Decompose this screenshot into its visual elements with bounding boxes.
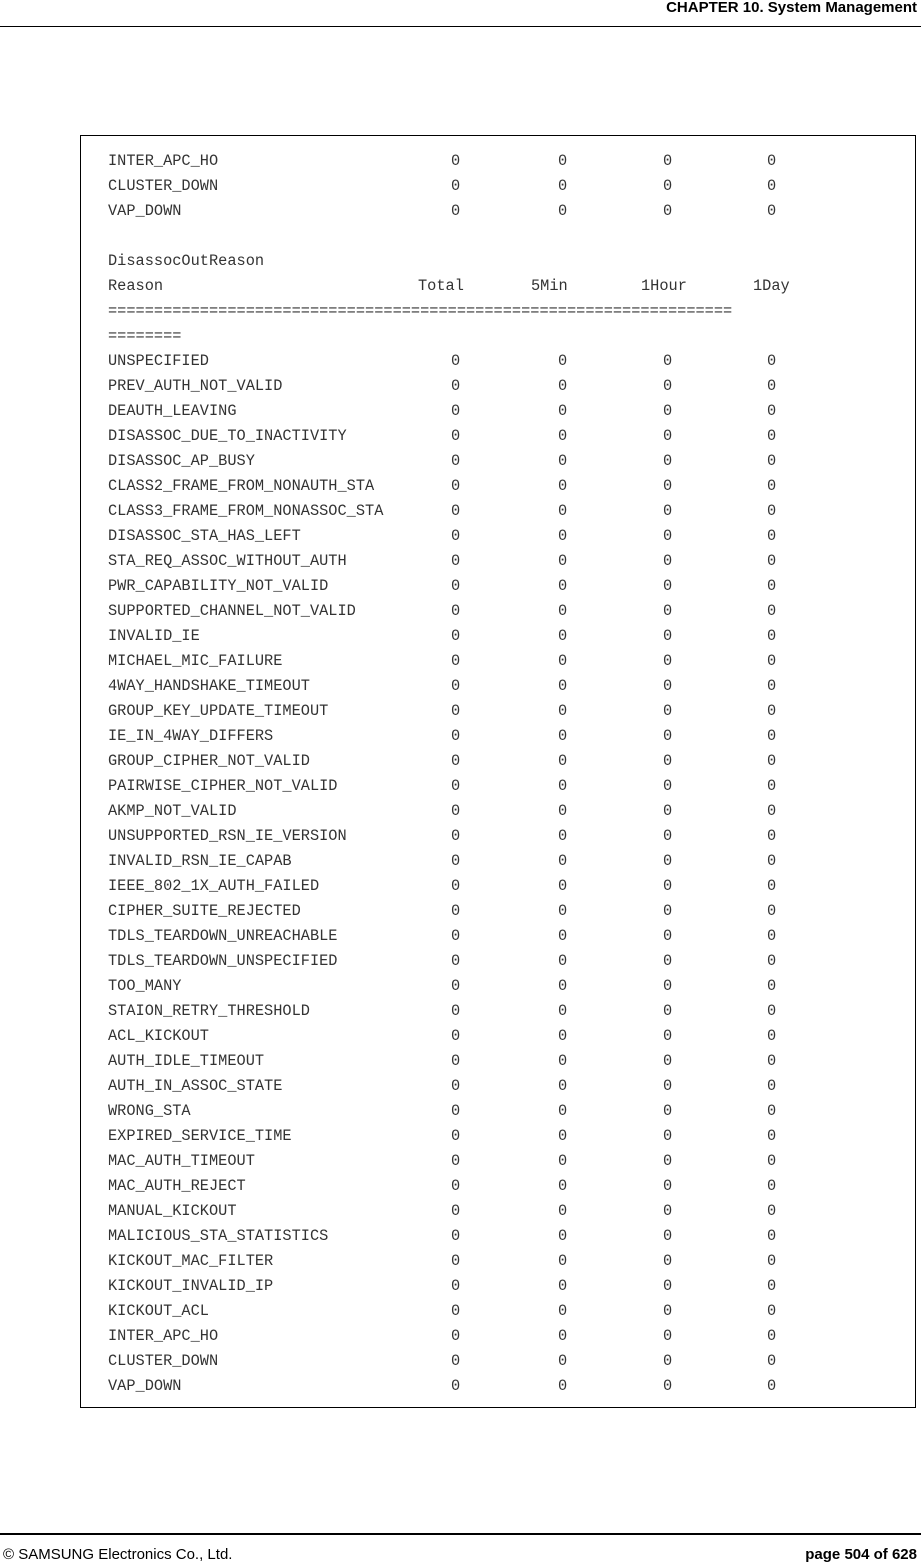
row-reason: DISASSOC_STA_HAS_LEFT (108, 527, 301, 545)
table-row (108, 499, 908, 524)
row-5min: 0 (558, 452, 568, 470)
row-1day: 0 (767, 627, 777, 645)
row-5min: 0 (558, 827, 568, 845)
row-5min: 0 (558, 1327, 568, 1345)
section-title-line (108, 249, 908, 274)
row-5min: 0 (558, 777, 568, 795)
row-total: 0 (451, 1277, 461, 1295)
row-total: 0 (451, 1152, 461, 1170)
table-row (108, 1174, 908, 1199)
row-1hour: 0 (663, 1352, 673, 1370)
row-1hour: 0 (663, 977, 673, 995)
row-reason: MICHAEL_MIC_FAILURE (108, 652, 283, 670)
row-1day: 0 (767, 927, 777, 945)
row-1day: 0 (767, 602, 777, 620)
row-1day: 0 (767, 377, 777, 395)
row-total: 0 (451, 502, 461, 520)
row-total: 0 (451, 1202, 461, 1220)
row-1hour: 0 (663, 1052, 673, 1070)
row-5min: 0 (558, 852, 568, 870)
row-reason: PWR_CAPABILITY_NOT_VALID (108, 577, 329, 595)
row-reason: CIPHER_SUITE_REJECTED (108, 902, 301, 920)
table-row (108, 924, 908, 949)
separator-line (108, 299, 908, 324)
row-5min: 0 (558, 727, 568, 745)
row-1hour: 0 (663, 402, 673, 420)
row-total: 0 (451, 1052, 461, 1070)
row-1day: 0 (767, 152, 777, 170)
row-reason: MAC_AUTH_REJECT (108, 1177, 246, 1195)
row-1hour: 0 (663, 877, 673, 895)
table-row (108, 1349, 908, 1374)
row-1day: 0 (767, 1327, 777, 1345)
row-1day: 0 (767, 1102, 777, 1120)
row-total: 0 (451, 977, 461, 995)
section-title: DisassocOutReason (108, 252, 265, 270)
top-rows (108, 149, 908, 224)
row-5min: 0 (558, 202, 568, 220)
footer-divider (0, 1533, 921, 1535)
row-1day: 0 (767, 802, 777, 820)
row-reason: AUTH_IN_ASSOC_STATE (108, 1077, 283, 1095)
row-1day: 0 (767, 1027, 777, 1045)
table-row (108, 749, 908, 774)
row-5min: 0 (558, 677, 568, 695)
row-total: 0 (451, 702, 461, 720)
row-1day: 0 (767, 777, 777, 795)
row-total: 0 (451, 152, 461, 170)
row-1day: 0 (767, 402, 777, 420)
row-total: 0 (451, 727, 461, 745)
row-1hour: 0 (663, 627, 673, 645)
row-1hour: 0 (663, 1102, 673, 1120)
row-total: 0 (451, 427, 461, 445)
row-1hour: 0 (663, 827, 673, 845)
header-total: Total (418, 277, 464, 295)
footer-page-number: page 504 of 628 (805, 1546, 917, 1563)
row-1day: 0 (767, 202, 777, 220)
row-total: 0 (451, 1302, 461, 1320)
table-row (108, 649, 908, 674)
row-5min: 0 (558, 652, 568, 670)
row-1hour: 0 (663, 377, 673, 395)
row-reason: STAION_RETRY_THRESHOLD (108, 1002, 310, 1020)
row-reason: STA_REQ_ASSOC_WITHOUT_AUTH (108, 552, 347, 570)
row-total: 0 (451, 752, 461, 770)
row-5min: 0 (558, 1052, 568, 1070)
row-total: 0 (451, 402, 461, 420)
table-row (108, 1274, 908, 1299)
row-1day: 0 (767, 1202, 777, 1220)
row-5min: 0 (558, 502, 568, 520)
table-row (108, 1124, 908, 1149)
table-row (108, 724, 908, 749)
table-row (108, 699, 908, 724)
row-reason: DEAUTH_LEAVING (108, 402, 237, 420)
row-1day: 0 (767, 502, 777, 520)
row-total: 0 (451, 1252, 461, 1270)
row-1day: 0 (767, 552, 777, 570)
row-total: 0 (451, 1077, 461, 1095)
row-1day: 0 (767, 1052, 777, 1070)
row-1hour: 0 (663, 352, 673, 370)
row-1day: 0 (767, 752, 777, 770)
row-1hour: 0 (663, 652, 673, 670)
row-total: 0 (451, 352, 461, 370)
column-header-row (108, 274, 908, 299)
row-1hour: 0 (663, 602, 673, 620)
table-row (108, 674, 908, 699)
header-1hour: 1Hour (641, 277, 687, 295)
row-1hour: 0 (663, 702, 673, 720)
row-5min: 0 (558, 1002, 568, 1020)
row-5min: 0 (558, 1152, 568, 1170)
row-1day: 0 (767, 1227, 777, 1245)
row-total: 0 (451, 627, 461, 645)
row-total: 0 (451, 1352, 461, 1370)
row-1hour: 0 (663, 1177, 673, 1195)
row-reason: TDLS_TEARDOWN_UNREACHABLE (108, 927, 338, 945)
row-reason: DISASSOC_DUE_TO_INACTIVITY (108, 427, 347, 445)
row-total: 0 (451, 1377, 461, 1395)
row-1day: 0 (767, 677, 777, 695)
row-total: 0 (451, 677, 461, 695)
row-total: 0 (451, 952, 461, 970)
row-1day: 0 (767, 1277, 777, 1295)
row-reason: IEEE_802_1X_AUTH_FAILED (108, 877, 320, 895)
row-1hour: 0 (663, 777, 673, 795)
row-5min: 0 (558, 1127, 568, 1145)
table-row (108, 974, 908, 999)
row-reason: TDLS_TEARDOWN_UNSPECIFIED (108, 952, 338, 970)
row-total: 0 (451, 577, 461, 595)
row-1day: 0 (767, 352, 777, 370)
row-1hour: 0 (663, 802, 673, 820)
row-1hour: 0 (663, 177, 673, 195)
row-reason: INTER_APC_HO (108, 1327, 219, 1345)
table-row (108, 874, 908, 899)
row-5min: 0 (558, 702, 568, 720)
row-reason: INVALID_RSN_IE_CAPAB (108, 852, 292, 870)
row-1hour: 0 (663, 1377, 673, 1395)
table-row (108, 1374, 908, 1399)
table-row (108, 524, 908, 549)
table-row (108, 849, 908, 874)
table-row (108, 1099, 908, 1124)
row-5min: 0 (558, 1102, 568, 1120)
row-reason: CLUSTER_DOWN (108, 177, 219, 195)
row-1hour: 0 (663, 152, 673, 170)
row-1day: 0 (767, 952, 777, 970)
row-1day: 0 (767, 427, 777, 445)
row-5min: 0 (558, 902, 568, 920)
row-5min: 0 (558, 977, 568, 995)
row-1day: 0 (767, 652, 777, 670)
section-rows (108, 349, 908, 1399)
row-1day: 0 (767, 1177, 777, 1195)
row-total: 0 (451, 902, 461, 920)
row-1hour: 0 (663, 1327, 673, 1345)
row-5min: 0 (558, 402, 568, 420)
row-1hour: 0 (663, 927, 673, 945)
row-1hour: 0 (663, 1277, 673, 1295)
table-row (108, 599, 908, 624)
row-total: 0 (451, 1127, 461, 1145)
row-total: 0 (451, 1027, 461, 1045)
row-1day: 0 (767, 527, 777, 545)
row-total: 0 (451, 527, 461, 545)
separator-wrap: ======== (108, 327, 182, 345)
row-1hour: 0 (663, 1252, 673, 1270)
table-row (108, 799, 908, 824)
row-total: 0 (451, 777, 461, 795)
row-1hour: 0 (663, 1002, 673, 1020)
row-1day: 0 (767, 877, 777, 895)
row-5min: 0 (558, 1302, 568, 1320)
table-row (108, 824, 908, 849)
row-1hour: 0 (663, 502, 673, 520)
row-reason: CLASS3_FRAME_FROM_NONASSOC_STA (108, 502, 384, 520)
row-1hour: 0 (663, 752, 673, 770)
row-5min: 0 (558, 1077, 568, 1095)
row-total: 0 (451, 602, 461, 620)
row-total: 0 (451, 452, 461, 470)
row-1hour: 0 (663, 952, 673, 970)
row-5min: 0 (558, 1227, 568, 1245)
row-1day: 0 (767, 1352, 777, 1370)
row-1day: 0 (767, 1127, 777, 1145)
row-1day: 0 (767, 977, 777, 995)
table-row (108, 549, 908, 574)
table-row (108, 349, 908, 374)
table-row (108, 399, 908, 424)
row-total: 0 (451, 1327, 461, 1345)
table-row (108, 1249, 908, 1274)
table-row (108, 574, 908, 599)
row-reason: PREV_AUTH_NOT_VALID (108, 377, 283, 395)
row-5min: 0 (558, 352, 568, 370)
row-5min: 0 (558, 752, 568, 770)
row-1hour: 0 (663, 1127, 673, 1145)
row-5min: 0 (558, 552, 568, 570)
row-1hour: 0 (663, 552, 673, 570)
row-5min: 0 (558, 577, 568, 595)
table-row (108, 1149, 908, 1174)
row-5min: 0 (558, 1027, 568, 1045)
row-1hour: 0 (663, 202, 673, 220)
row-1day: 0 (767, 852, 777, 870)
table-row (108, 774, 908, 799)
row-reason: SUPPORTED_CHANNEL_NOT_VALID (108, 602, 356, 620)
table-row (108, 374, 908, 399)
row-1hour: 0 (663, 577, 673, 595)
row-5min: 0 (558, 1277, 568, 1295)
row-reason: TOO_MANY (108, 977, 182, 995)
table-row (108, 949, 908, 974)
row-reason: UNSUPPORTED_RSN_IE_VERSION (108, 827, 347, 845)
row-5min: 0 (558, 627, 568, 645)
row-1hour: 0 (663, 427, 673, 445)
row-1hour: 0 (663, 902, 673, 920)
row-reason: KICKOUT_ACL (108, 1302, 209, 1320)
row-1hour: 0 (663, 477, 673, 495)
row-total: 0 (451, 1177, 461, 1195)
row-1day: 0 (767, 827, 777, 845)
row-1day: 0 (767, 477, 777, 495)
row-5min: 0 (558, 602, 568, 620)
row-1day: 0 (767, 1152, 777, 1170)
row-total: 0 (451, 927, 461, 945)
table-row (108, 449, 908, 474)
table-row (108, 899, 908, 924)
row-reason: AKMP_NOT_VALID (108, 802, 237, 820)
row-reason: VAP_DOWN (108, 202, 182, 220)
table-row (108, 199, 908, 224)
table-row (108, 1024, 908, 1049)
row-5min: 0 (558, 377, 568, 395)
blank-line (108, 224, 908, 249)
row-total: 0 (451, 1002, 461, 1020)
row-5min: 0 (558, 177, 568, 195)
row-reason: AUTH_IDLE_TIMEOUT (108, 1052, 265, 1070)
row-total: 0 (451, 177, 461, 195)
row-5min: 0 (558, 802, 568, 820)
row-1day: 0 (767, 1002, 777, 1020)
row-reason: KICKOUT_INVALID_IP (108, 1277, 274, 1295)
row-reason: MAC_AUTH_TIMEOUT (108, 1152, 255, 1170)
row-1day: 0 (767, 1302, 777, 1320)
table-row (108, 1299, 908, 1324)
row-reason: GROUP_KEY_UPDATE_TIMEOUT (108, 702, 329, 720)
row-5min: 0 (558, 1377, 568, 1395)
row-5min: 0 (558, 952, 568, 970)
command-output-box (80, 135, 916, 1408)
row-reason: ACL_KICKOUT (108, 1027, 209, 1045)
row-total: 0 (451, 652, 461, 670)
header-reason: Reason (108, 277, 164, 295)
row-1day: 0 (767, 452, 777, 470)
row-1hour: 0 (663, 1152, 673, 1170)
row-total: 0 (451, 377, 461, 395)
row-total: 0 (451, 802, 461, 820)
row-1day: 0 (767, 1377, 777, 1395)
table-row (108, 149, 908, 174)
table-row (108, 474, 908, 499)
row-5min: 0 (558, 427, 568, 445)
row-1hour: 0 (663, 727, 673, 745)
row-1day: 0 (767, 727, 777, 745)
command-output (108, 149, 908, 1399)
row-total: 0 (451, 477, 461, 495)
table-row (108, 624, 908, 649)
separator-line-wrap (108, 324, 908, 349)
row-reason: GROUP_CIPHER_NOT_VALID (108, 752, 310, 770)
row-reason: KICKOUT_MAC_FILTER (108, 1252, 274, 1270)
row-reason: WRONG_STA (108, 1102, 191, 1120)
row-1day: 0 (767, 1077, 777, 1095)
row-reason: MANUAL_KICKOUT (108, 1202, 237, 1220)
row-1hour: 0 (663, 852, 673, 870)
row-reason: CLUSTER_DOWN (108, 1352, 219, 1370)
row-1hour: 0 (663, 1227, 673, 1245)
row-1day: 0 (767, 1252, 777, 1270)
footer-copyright: © SAMSUNG Electronics Co., Ltd. (3, 1546, 233, 1563)
row-reason: DISASSOC_AP_BUSY (108, 452, 255, 470)
table-row (108, 999, 908, 1024)
row-total: 0 (451, 852, 461, 870)
row-1hour: 0 (663, 452, 673, 470)
row-reason: EXPIRED_SERVICE_TIME (108, 1127, 292, 1145)
table-row (108, 1324, 908, 1349)
row-1day: 0 (767, 577, 777, 595)
row-reason: UNSPECIFIED (108, 352, 209, 370)
row-reason: VAP_DOWN (108, 1377, 182, 1395)
row-reason: PAIRWISE_CIPHER_NOT_VALID (108, 777, 338, 795)
table-row (108, 1074, 908, 1099)
table-row (108, 1049, 908, 1074)
row-1hour: 0 (663, 1027, 673, 1045)
row-1hour: 0 (663, 1202, 673, 1220)
row-1day: 0 (767, 902, 777, 920)
row-reason: 4WAY_HANDSHAKE_TIMEOUT (108, 677, 310, 695)
row-5min: 0 (558, 527, 568, 545)
row-5min: 0 (558, 1352, 568, 1370)
row-5min: 0 (558, 1177, 568, 1195)
chapter-title: CHAPTER 10. System Management (666, 0, 917, 16)
row-1hour: 0 (663, 1077, 673, 1095)
row-total: 0 (451, 552, 461, 570)
row-reason: IE_IN_4WAY_DIFFERS (108, 727, 274, 745)
row-5min: 0 (558, 1252, 568, 1270)
row-total: 0 (451, 827, 461, 845)
header-1day: 1Day (753, 277, 790, 295)
header-5min: 5Min (531, 277, 568, 295)
row-1day: 0 (767, 177, 777, 195)
row-reason: CLASS2_FRAME_FROM_NONAUTH_STA (108, 477, 375, 495)
row-reason: INTER_APC_HO (108, 152, 219, 170)
row-1hour: 0 (663, 1302, 673, 1320)
row-total: 0 (451, 1227, 461, 1245)
header-divider (0, 26, 921, 27)
row-1hour: 0 (663, 527, 673, 545)
row-reason: MALICIOUS_STA_STATISTICS (108, 1227, 329, 1245)
row-5min: 0 (558, 477, 568, 495)
row-5min: 0 (558, 877, 568, 895)
row-total: 0 (451, 1102, 461, 1120)
row-5min: 0 (558, 1202, 568, 1220)
row-1day: 0 (767, 702, 777, 720)
row-5min: 0 (558, 152, 568, 170)
row-1hour: 0 (663, 677, 673, 695)
table-row (108, 1199, 908, 1224)
row-total: 0 (451, 877, 461, 895)
table-row (108, 174, 908, 199)
separator: ==================================================================== (108, 302, 733, 320)
row-total: 0 (451, 202, 461, 220)
table-row (108, 424, 908, 449)
row-reason: INVALID_IE (108, 627, 200, 645)
table-row (108, 1224, 908, 1249)
row-5min: 0 (558, 927, 568, 945)
